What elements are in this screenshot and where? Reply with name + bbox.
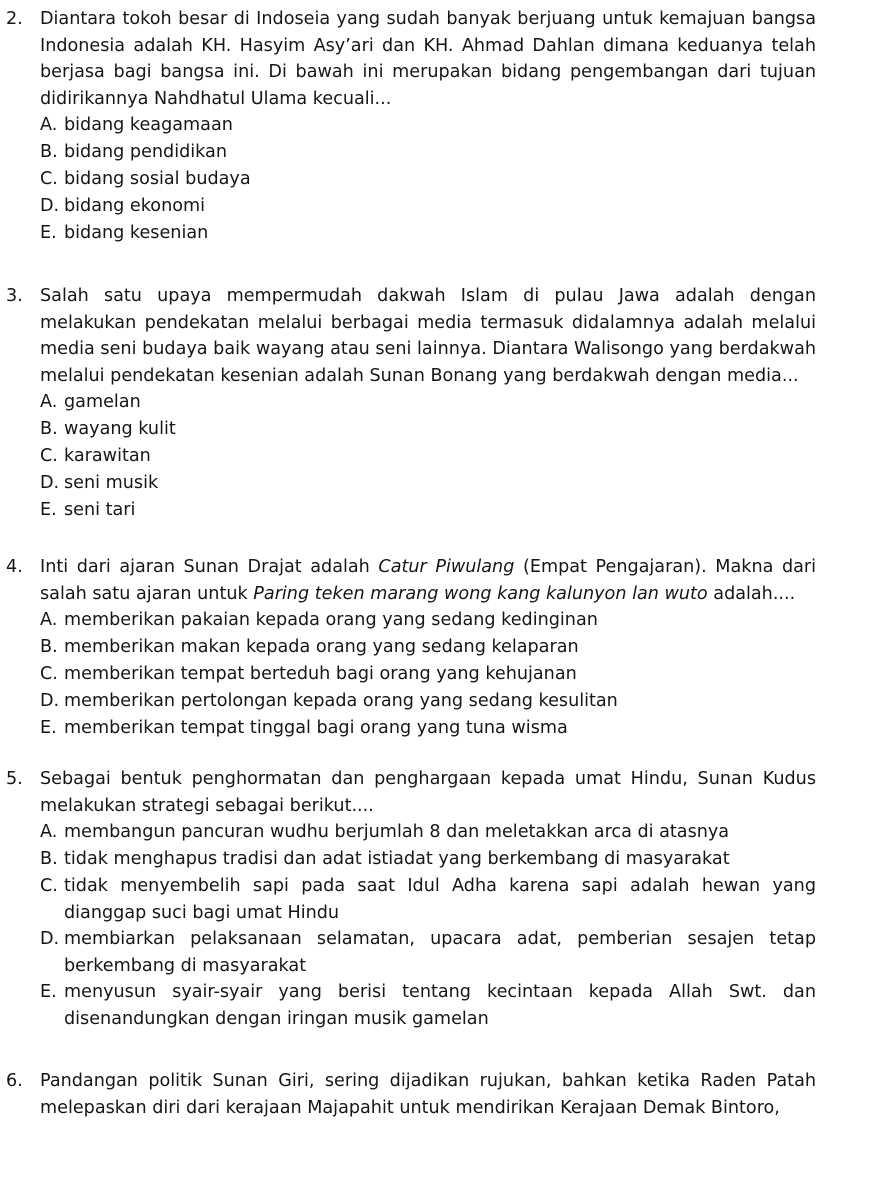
option-list xyxy=(40,819,816,1032)
option-text: tidak menghapus tradisi dan adat istiadat yang berkembang di masyarakat xyxy=(64,849,730,869)
question-5 xyxy=(6,766,816,1032)
option-d[interactable] xyxy=(40,193,816,220)
option-letter: E. xyxy=(40,982,57,1002)
option-c[interactable] xyxy=(40,166,816,193)
question-6 xyxy=(6,1068,816,1121)
question-4 xyxy=(6,554,816,742)
option-text: tidak menyembelih sapi pada saat Idul Adha karena sapi adalah hewan yang dianggap suci bagi umat Hindu xyxy=(64,876,816,923)
option-letter: E. xyxy=(40,223,57,243)
option-d[interactable] xyxy=(40,926,816,979)
option-a[interactable] xyxy=(40,819,816,846)
option-b[interactable] xyxy=(40,846,816,873)
option-text: wayang kulit xyxy=(64,419,176,439)
option-d[interactable] xyxy=(40,688,816,715)
option-letter: C. xyxy=(40,876,58,896)
question-text-part: Inti dari ajaran Sunan Drajat adalah xyxy=(40,557,370,577)
option-letter: E. xyxy=(40,718,57,738)
option-b[interactable] xyxy=(40,416,816,443)
option-letter: C. xyxy=(40,664,58,684)
option-letter: E. xyxy=(40,500,57,520)
question-number: 6. xyxy=(6,1071,23,1091)
option-text: menyusun syair-syair yang berisi tentang kecintaan kepada Allah Swt. dan disenandungkan dengan iringan musik gamelan xyxy=(64,982,816,1029)
option-text: memberikan makan kepada orang yang sedang kelaparan xyxy=(64,637,579,657)
option-text: bidang sosial budaya xyxy=(64,169,251,189)
option-e[interactable] xyxy=(40,715,816,742)
option-a[interactable] xyxy=(40,389,816,416)
option-c[interactable] xyxy=(40,873,816,926)
question-text-part: (Empat Pengajaran). Makna dari salah satu ajaran untuk xyxy=(40,557,817,604)
option-list xyxy=(40,607,816,742)
option-letter: B. xyxy=(40,142,58,162)
option-letter: D. xyxy=(40,929,60,949)
option-letter: D. xyxy=(40,196,60,216)
option-e[interactable] xyxy=(40,979,816,1032)
option-list xyxy=(40,389,816,524)
question-text: Sebagai bentuk penghormatan dan penghargaan kepada umat Hindu, Sunan Kudus melakukan strategi sebagai berikut.... xyxy=(40,769,816,816)
option-letter: B. xyxy=(40,849,58,869)
option-letter: C. xyxy=(40,446,58,466)
option-text: memberikan tempat berteduh bagi orang yang kehujanan xyxy=(64,664,577,684)
option-c[interactable] xyxy=(40,443,816,470)
question-text-italic: Catur Piwulang xyxy=(378,557,515,577)
question-number: 5. xyxy=(6,769,23,789)
option-b[interactable] xyxy=(40,634,816,661)
option-letter: A. xyxy=(40,392,58,412)
option-letter: A. xyxy=(40,610,58,630)
question-3 xyxy=(6,283,816,524)
option-b[interactable] xyxy=(40,139,816,166)
question-text xyxy=(40,554,816,607)
option-text: karawitan xyxy=(64,446,151,466)
option-text: bidang ekonomi xyxy=(64,196,206,216)
option-text: gamelan xyxy=(64,392,141,412)
question-number: 4. xyxy=(6,557,23,577)
question-text: Salah satu upaya mempermudah dakwah Islam di pulau Jawa adalah dengan melakukan pendekatan melalui berbagai media termasuk didalamnya adalah melalui media seni budaya baik wayang atau seni lainnya. Diantara Walisongo yang berdakwah melalui pendekatan kesenian adalah Sunan Bonang yang berdakwah dengan media... xyxy=(40,286,816,386)
option-text: seni tari xyxy=(64,500,136,520)
option-a[interactable] xyxy=(40,607,816,634)
option-d[interactable] xyxy=(40,470,816,497)
option-c[interactable] xyxy=(40,661,816,688)
option-text: memberikan tempat tinggal bagi orang yang tuna wisma xyxy=(64,718,568,738)
question-number: 2. xyxy=(6,9,23,29)
question-number: 3. xyxy=(6,286,23,306)
option-list xyxy=(40,112,816,247)
option-a[interactable] xyxy=(40,112,816,139)
option-text: membangun pancuran wudhu berjumlah 8 dan meletakkan arca di atasnya xyxy=(64,822,730,842)
option-letter: A. xyxy=(40,822,58,842)
option-text: memberikan pakaian kepada orang yang sedang kedinginan xyxy=(64,610,598,630)
question-text: Pandangan politik Sunan Giri, sering dijadikan rujukan, bahkan ketika Raden Patah melepaskan diri dari kerajaan Majapahit untuk mendirikan Kerajaan Demak Bintoro, xyxy=(40,1071,816,1118)
option-text: bidang kesenian xyxy=(64,223,209,243)
option-text: membiarkan pelaksanaan selamatan, upacara adat, pemberian sesajen tetap berkembang di masyarakat xyxy=(64,929,816,976)
option-text: memberikan pertolongan kepada orang yang sedang kesulitan xyxy=(64,691,618,711)
option-text: bidang pendidikan xyxy=(64,142,227,162)
option-letter: B. xyxy=(40,637,58,657)
question-2 xyxy=(6,6,816,247)
option-letter: C. xyxy=(40,169,58,189)
question-text: Diantara tokoh besar di Indoseia yang sudah banyak berjuang untuk kemajuan bangsa Indonesia adalah KH. Hasyim Asy’ari dan KH. Ahmad Dahlan dimana keduanya telah berjasa bagi bangsa ini. Di bawah ini merupakan bidang pengembangan dari tujuan didirikannya Nahdhatul Ulama kecuali... xyxy=(40,9,816,109)
option-letter: D. xyxy=(40,691,60,711)
option-letter: D. xyxy=(40,473,60,493)
option-text: bidang keagamaan xyxy=(64,115,233,135)
option-e[interactable] xyxy=(40,497,816,524)
question-text-italic: Paring teken marang wong kang kalunyon lan wuto xyxy=(253,583,708,604)
option-text: seni musik xyxy=(64,473,159,493)
option-letter: A. xyxy=(40,115,58,135)
option-letter: B. xyxy=(40,419,58,439)
question-text-part: adalah.... xyxy=(713,583,796,604)
option-e[interactable] xyxy=(40,220,816,247)
